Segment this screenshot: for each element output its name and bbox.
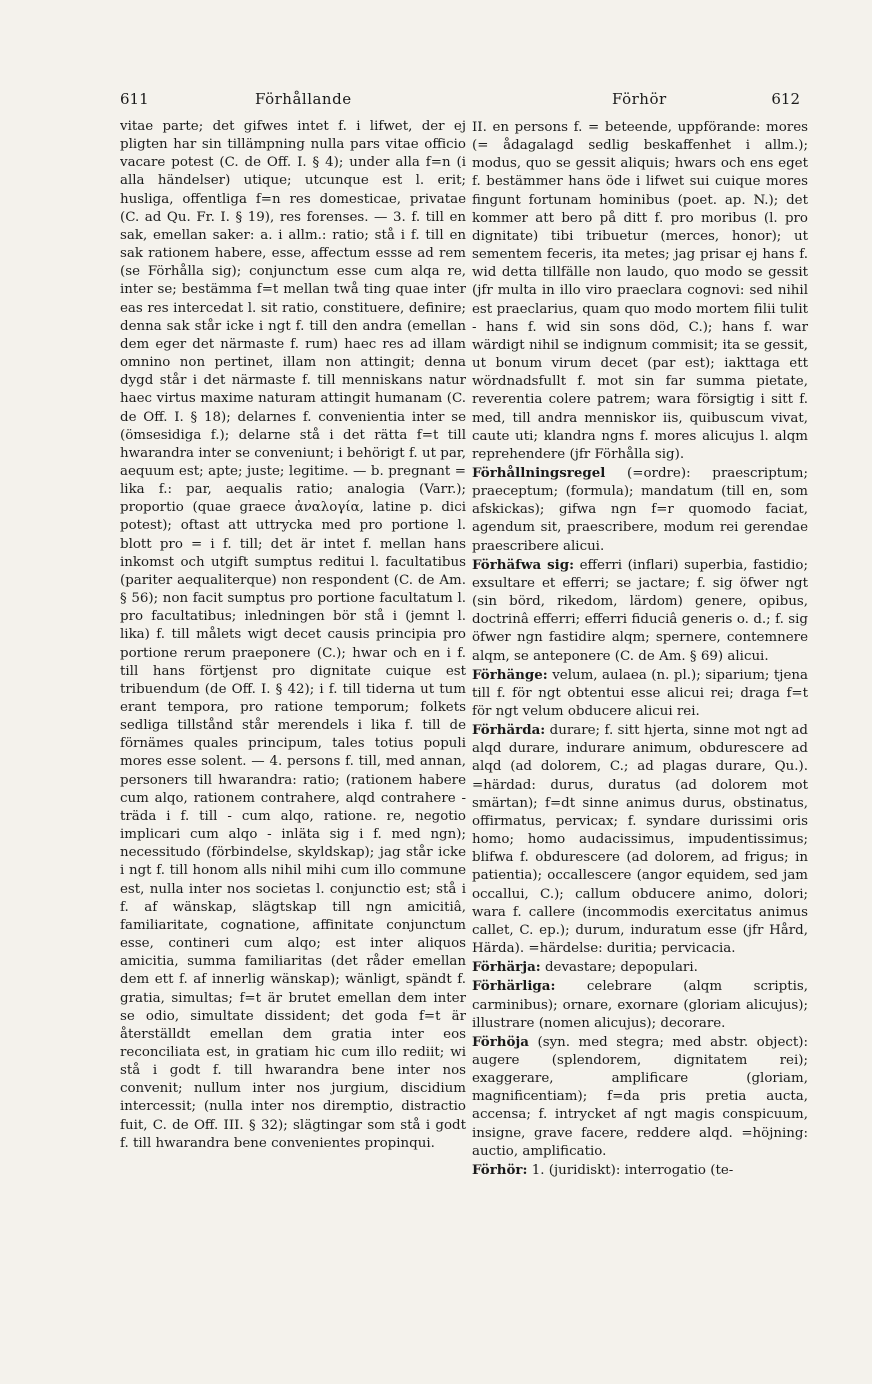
entry-forharliga: Förhärliga: celebrare (alqm scriptis, carminibus); ornare, exornare (gloriam alicujus); illustrare (nomen alicujus); decorare.	[472, 978, 808, 1031]
page-header	[120, 90, 800, 112]
headword: Förhöja	[472, 1033, 529, 1050]
entry-forhange: Förhänge: velum, aulaea (n. pl.); siparium; tjena till f. för ngt obtentui esse alicui rei; draga f=t för ngt velum obducere alicui rei.	[472, 666, 808, 719]
left-column	[120, 118, 466, 1268]
headword: Förhäfwa sig:	[472, 556, 575, 573]
headword: Förhör:	[472, 1161, 528, 1178]
right-running-head: Förhör	[612, 90, 667, 108]
right-column	[472, 118, 808, 1268]
entry-forhor: Förhör: 1. (juridiskt): interrogatio (te-	[472, 1161, 734, 1178]
headword: Förhänge:	[472, 666, 548, 683]
entry-continuation: II. en persons f. = beteende, uppförande: mores (= ådagalagd sedlig beskaffenhet i allm.); modus, quo se gessit aliquis; hwars och ens eget f. bestämmer hans öde i lifwet sui cuique mores fingunt fortunam hominibus (poet. ap. N.); det kommer att bero på ditt f. pro moribus (l. pro dignitate) tibi tribuetur (merces, honor); ut sementem feceris, ita metes; jag prisar ej hans f. wid detta tillfälle non laudo, quo modo se gessit (jfr multa in illo viro praeclara cognovi: sed nihil est praeclarius, quam quo modo mortem filii tulit - hans f. wid sin sons död, C.); hans f. war wärdigt nihil se indignum commisit; ita se gessit, ut bonum virum decet (par est); iakttaga ett wördnadsfullt f. mot sin far summa pietate, reverentia colere patrem; wara försigtig i sitt f. med, till andra menniskor iis, quibuscum vivat, caute uti; klandra ngns f. mores alicujus l. alqm reprehendere (jfr Förhålla sig).	[472, 120, 808, 462]
left-column-text: vitae parte; det gifwes intet f. i lifwet, der ej pligten har sin tillämpning nulla pars vitae officio vacare potest (C. de Off. I. § 4); under alla f=n (i alla händelser) utique; utcunque est l. erit; husliga, offentliga f=n res domesticae, privatae (C. ad Qu. Fr. I. § 19), res forenses. — 3. f. till en sak, emellan saker: a. i allm.: ratio; stå i f. till en sak rationem habere, esse, affectum essse ad rem (se Förhålla sig); conjunctum esse cum alqa re, inter se; bestämma f=t mellan twå ting quae inter eas res intercedat l. sit ratio, constituere, definire; denna sak står icke i ngt f. till den andra (emellan dem eger det närmaste f. rum) haec res ad illam omnino non pertinet, illam non attingit; denna dygd står i det närmaste f. till menniskans natur haec virtus maxime naturam attingit humanam (C. de Off. I. § 18); delarnes f. convenientia inter se (ömsesidiga f.); delarne stå i det rätta f=t till hwarandra inter se conveniunt; i behörigt f. ut par, aequum est; apte; juste; legitime. — b. pregnant = lika f.: par, aequalis ratio; analogia (Varr.); proportio (quae graece ἀναλογία, latine p. dici potest); oftast att uttrycka med pro portione l. blott pro = i f. till; det är intet f. mellan hans inkomst och utgift sumptus reditui l. facultatibus (pariter aequaliterque) non respondent (C. de Am. § 56); non facit sumptus pro portione facultatum l. pro facultatibus; inledningen bör stå i (jemnt l. lika) f. till målets wigt decet causis principia pro portione rerum praeponere (C.); hwar och en i f. till hans förtjenst pro dignitate cuique est tribuendum (de Off. I. § 42); i f. till tiderna ut tum erant tempora, pro ratione temporum; folkets sedliga tillstånd står merendels i lika f. till de förnämes quales principum, tales totius populi mores esse solent. — 4. persons f. till, med annan, personers till hwarandra: ratio; (rationem habere cum alqo, rationem contrahere, alqd contrahere - träda i f. till - cum alqo, ratione. re, negotio implicari cum alqo - inläta sig i f. med ngn); necessitudo (förbindelse, skyldskap); jag står icke i ngt f. till honom alls nihil mihi cum illo commune est, nulla inter nos societas l. conjunctio est; stå i f. af wänskap, slägtskap till ngn amicitiâ, familiaritate, cognatione, affinitate conjunctum esse, contineri cum alqo; est inter aliquos amicitia, summa familiaritas (det råder emellan dem ett f. af innerlig wänskap); wänligt, spändt f. gratia, simultas; f=t är brutet emellan dem inter se odio, simultate dissident; det goda f=t är återställdt emellan dem gratia inter eos reconciliata est, in gratiam hic cum illo rediit; wi stå i godt f. till hwarandra bene inter nos convenit; nullum inter nos jurgium, discidium intercessit; (nulla inter nos diremptio, distractio fuit, C. de Off. III. § 32); slägtingar som stå i godt f. till hwarandra bene convenientes propinqui.	[120, 119, 466, 1151]
headword: Förhärda:	[472, 722, 546, 739]
entry-forhoja: Förhöja (syn. med stegra; med abstr. object): augere (splendorem, dignitatem rei); exaggerare, amplificare (gloriam, magnificentiam); f=da pris pretia aucta, accensa; f. intrycket af ngt magis conspicuum, insigne, grave facere, reddere alqd. =höjning: auctio, amplificatio.	[472, 1033, 808, 1159]
headword: Förhärja:	[472, 959, 541, 976]
entry-forharda: Förhärda: durare; f. sitt hjerta, sinne mot ngt ad alqd durare, indurare animum, obdurescere ad alqd (ad dolorem, C.; ad plagas durare, Qu.). =härdad: durus, duratus (ad dolorem mot smärtan); f=dt sinne animus durus, obstinatus, offirmatus, pervicax; f. syndare durissimi oris homo; homo audacissimus, impudentissimus; blifwa f. obdurescere (ad dolorem, ad frigus; in patientia); occallescere (angor equidem, sed jam occallui, C.); callum obducere animo, dolori; wara f. callere (incommodis exercitatus animus callet, C. ep.); durum, induratum esse (jfr Hård, Härda). =härdelse: duritia; pervicacia.	[472, 722, 808, 957]
entry-forhallningsregel: Förhållningsregel (=ordre): praescriptum; praeceptum; (formula); mandatum (till en, som afskickas); gifwa ngn f=r quomodo faciat, agendum sit, praescribere, modum rei gerendae praescribere alicui.	[472, 464, 808, 554]
headword: Förhärliga:	[472, 978, 556, 995]
entry-forhafwa-sig: Förhäfwa sig: efferri (inflari) superbia, fastidio; exsultare et efferri; se jactare; f. sig öfwer ngt (sin börd, rikedom, lärdom) genere, opibus, doctrinâ efferri; efferri fiduciâ generis o. d.; f. sig öfwer ngn fastidire alqm; spernere, contemnere alqm, se anteponere (C. de Am. § 69) alicui.	[472, 556, 808, 664]
headword: Förhållningsregel	[472, 464, 606, 481]
right-page-number: 612	[771, 90, 800, 108]
entry-forharja: Förhärja: devastare; depopulari.	[472, 959, 698, 976]
left-running-head: Förhållande	[255, 90, 352, 108]
left-page-number: 611	[120, 90, 149, 108]
